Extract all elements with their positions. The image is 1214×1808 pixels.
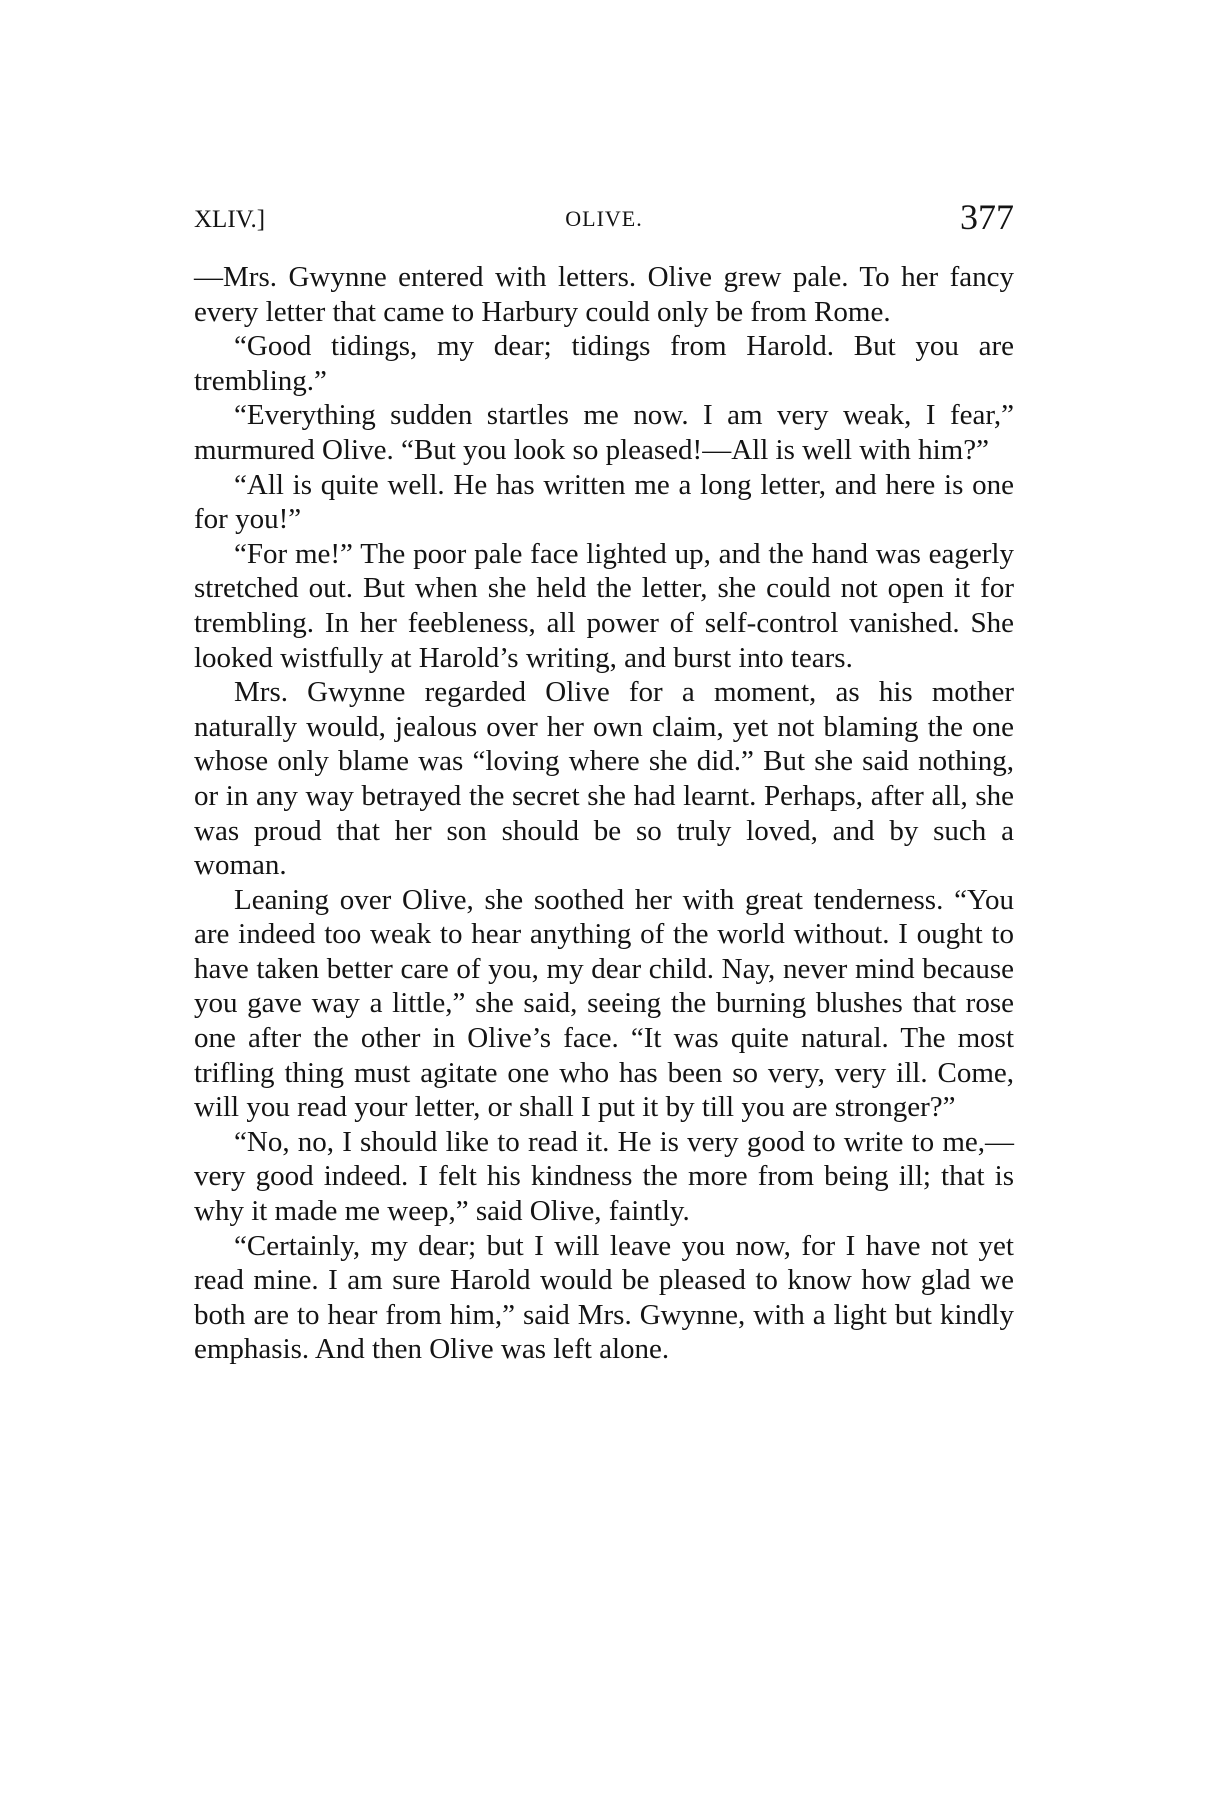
paragraph: “Certainly, my dear; but I will leave you now, for I have not yet read mine. I am sure Harold would be pleased to know how glad we both are to hear from him,” said Mrs. Gwynne, with a light but kindly emphasis. And then Olive was left alone. [194, 1229, 1014, 1366]
page-number: 377 [960, 197, 1014, 237]
paragraph: “For me!” The poor pale face lighted up, and the hand was eagerly stretched out. But when she held the letter, she could not open it for trembling. In her feebleness, all power of self-control vanished. She looked wistfully at Harold’s writing, and burst into tears. [194, 537, 1014, 674]
running-header [194, 196, 1014, 246]
chapter-number: XLIV.] [194, 206, 266, 233]
paragraph: —Mrs. Gwynne entered with letters. Olive grew pale. To her fancy every letter that came to Harbury could only be from Rome. [194, 261, 1014, 328]
paragraph: Leaning over Olive, she soothed her with great tenderness. “You are indeed too weak to hear anything of the world without. I ought to have taken better care of you, my dear child. Nay, never mind because you gave way a little,” she said, seeing the burning blushes that rose one after the other in Olive’s face. “It was quite natural. The most trifling thing must agitate one who has been so very, very ill. Come, will you read your letter, or shall I put it by till you are stronger?” [194, 883, 1014, 1124]
paragraph: Mrs. Gwynne regarded Olive for a moment, as his mother naturally would, jealous over her own claim, yet not blaming the one whose only blame was “loving where she did.” But she said nothing, or in any way betrayed the secret she had learnt. Perhaps, after all, she was proud that her son should be so truly loved, and by such a woman. [194, 676, 1014, 882]
paragraph: “All is quite well. He has written me a long letter, and here is one for you!” [194, 468, 1014, 536]
paragraph: “Good tidings, my dear; tidings from Harold. But you are trembling.” [194, 330, 1014, 397]
running-title: OLIVE. [565, 206, 643, 231]
paragraph: “Everything sudden startles me now. I am very weak, I fear,” murmured Olive. “But you look so pleased!—All is well with him?” [194, 399, 1014, 466]
page-body [194, 260, 1014, 1367]
paragraph: “No, no, I should like to read it. He is very good to write to me,—very good indeed. I felt his kindness the more from being ill; that is why it made me weep,” said Olive, faintly. [194, 1125, 1014, 1228]
